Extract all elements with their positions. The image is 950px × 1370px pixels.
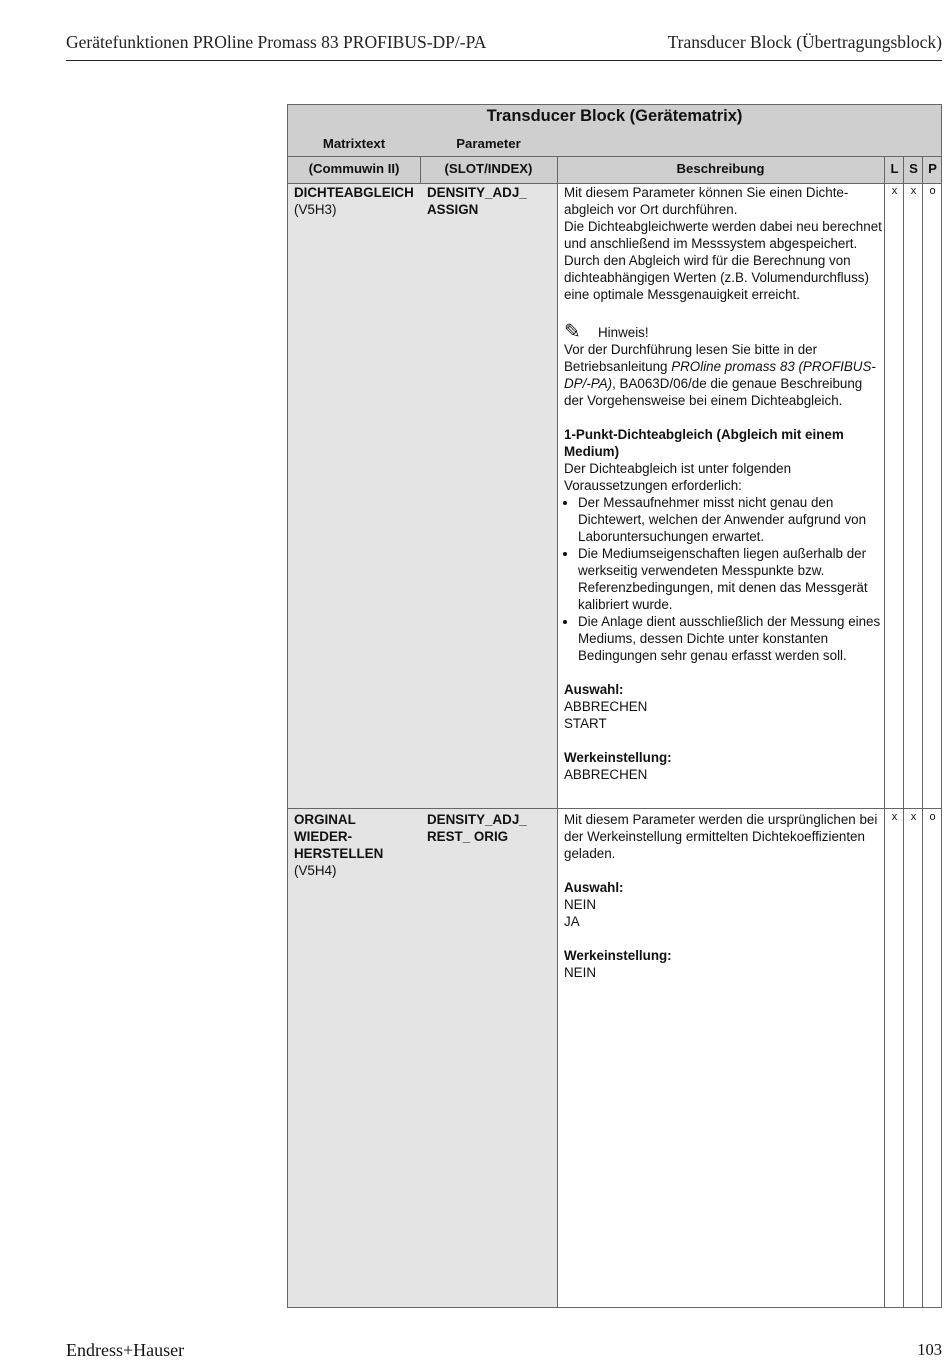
header-rule <box>66 60 942 61</box>
list-item: • Die Anlage dient ausschließlich der Messung eines Mediums, dessen Dichte unter konstanten Bedingungen sehr genau erfasst werden soll. <box>578 613 882 664</box>
pencil-icon: ✎ <box>564 321 581 343</box>
col-l-label: L <box>890 161 899 176</box>
header-divider <box>288 156 941 157</box>
col-beschreibung-label: Beschreibung <box>676 161 765 176</box>
row1-parameter: DENSITY_ADJ_ ASSIGN <box>427 185 527 217</box>
col-matrixtext-label: Matrixtext <box>322 136 386 151</box>
row1-matrixtext: DICHTEABGLEICH (V5H3) <box>294 185 414 217</box>
row2-p-flag: o <box>929 811 936 823</box>
col-p-label: P <box>928 161 937 176</box>
transducer-block-table <box>287 104 942 1308</box>
col-commuwin-label: (Commuwin II) <box>308 161 400 176</box>
list-item: • Die Mediumseigenschaften liegen außerhalb der werkseitig verwendeten Messpunkte bzw. Referenzbedingungen, mit denen das Messgerät kalibriert wurde. <box>578 545 882 613</box>
col-parameter-label: Parameter <box>456 136 521 151</box>
row1-p-flag: o <box>929 185 936 197</box>
footer-brand: Endress+Hauser <box>66 1340 185 1360</box>
row1-description: Mit diesem Parameter können Sie einen Dichte-abgleich vor Ort durchführen. Die Dichteabgleichwerte werden dabei neu berechnet und anschließend im Messsystem abgespeichert. Durch den Abgleich wird für die Berechnung von dichteabhängigen Werten (z.B. Volumendurchfluss) eine optimale Messgenauigkeit erreicht. ✎ Hinweis! Vor der Durchführung lesen Sie bitte in der Betriebsanleitung PROline promass 83 (PROFIBUS-DP/-PA), BA063D/06/de die genaue Beschreibung der Vorgehensweise bei einem Dichteabgleich. 1-Punkt-Dichteabgleich (Abgleich mit einem Medium) Der Dichteabgleich ist unter folgenden Voraussetzungen erforderlich: • Der Messaufnehmer misst nicht genau den Dichtewert, welchen der Anwender aufgrund von Laboruntersuchungen erwartet. • Die Mediumseigenschaften liegen außerhalb der werkseitig verwendeten Messpunkte bzw. Referenzbedingungen, mit denen das Messgerät kalibriert wurde. • Die Anlage dient ausschließlich der Messung eines Mediums, dessen Dichte unter konstanten Bedingungen sehr genau erfasst werden soll. Auswahl: ABBRECHEN START Werkeinstellung: ABBRECHEN <box>564 184 882 783</box>
row2-description: Mit diesem Parameter werden die ursprünglichen bei der Werkeinstellung ermittelten Dichtekoeffizienten geladen. Auswahl: NEIN JA Werkeinstellung: NEIN <box>564 812 878 980</box>
table-header <box>288 105 941 184</box>
col-s-label: S <box>909 161 918 176</box>
page-number: 103 <box>917 1340 942 1359</box>
col-slot-index-label: (SLOT/INDEX) <box>444 161 533 176</box>
parameter-column <box>420 183 558 1307</box>
row2-l-flag: x <box>891 811 898 823</box>
row1-s-flag: x <box>910 185 917 197</box>
row2-s-flag: x <box>910 811 917 823</box>
table-caption: Transducer Block (Gerätematrix) <box>486 107 743 125</box>
running-header-left: Gerätefunktionen PROline Promass 83 PROFIBUS-DP/-PA <box>66 32 487 52</box>
row2-matrixtext: ORGINAL WIEDER- HERSTELLEN (V5H4) <box>294 812 384 878</box>
row-divider <box>288 808 941 809</box>
row2-parameter: DENSITY_ADJ_ REST_ ORIG <box>427 812 527 844</box>
row1-l-flag: x <box>891 185 898 197</box>
list-item: • Der Messaufnehmer misst nicht genau den Dichtewert, welchen der Anwender aufgrund von Laboruntersuchungen erwartet. <box>578 494 882 545</box>
matrixtext-column <box>288 183 421 1307</box>
condition-list <box>564 494 882 664</box>
running-header-right: Transducer Block (Übertragungsblock) <box>667 32 942 52</box>
